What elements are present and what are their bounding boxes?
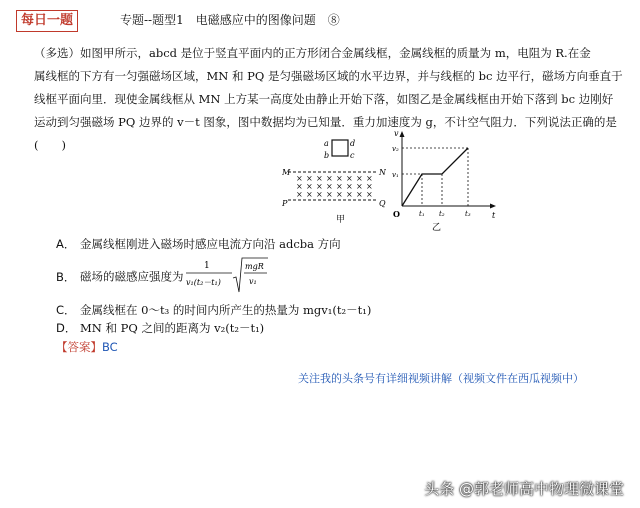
- label-p: P: [282, 199, 288, 208]
- field-cross-mark: ×: [356, 174, 363, 183]
- frac-denominator: v₁(t₂－t₁): [185, 278, 221, 287]
- axis-v-label: v: [394, 129, 399, 138]
- figure-yi: [392, 128, 502, 232]
- sqrt-denominator: v₁: [248, 277, 257, 286]
- field-cross-mark: ×: [326, 190, 333, 199]
- option-key: B．: [56, 269, 76, 284]
- label-q: Q: [379, 199, 386, 208]
- v1-label: v₁: [392, 171, 399, 179]
- induction-formula: [184, 256, 270, 299]
- field-cross-mark: ×: [296, 174, 303, 183]
- field-cross-mark: ×: [306, 190, 313, 199]
- field-cross-mark: ×: [326, 182, 333, 191]
- question-line: （多选）如图甲所示，abcd 是位于竖直平面内的正方形闭合金属线框，金属线框的质量为 m，电阻为 R.在金: [34, 46, 591, 60]
- t3-label: t₃: [465, 210, 471, 218]
- option-text: MN 和 PQ 之间的距离为 v₂(t₂－t₁): [80, 321, 265, 335]
- option-c[interactable]: [56, 302, 371, 318]
- option-text: 金属线框在 0～t₃ 的时间内所产生的热量为 mgv₁(t₂－t₁): [80, 303, 372, 317]
- question-line: ( ): [34, 138, 66, 152]
- field-cross-mark: ×: [296, 182, 303, 191]
- field-cross-mark: ×: [306, 182, 313, 191]
- v2-label: v₂: [392, 145, 399, 153]
- label-a: a: [324, 139, 329, 148]
- field-cross-mark: ×: [366, 190, 373, 199]
- label-b: b: [324, 151, 330, 160]
- option-key: A．: [56, 237, 76, 251]
- frac-numerator: 1: [203, 261, 210, 271]
- label-d: d: [350, 139, 356, 148]
- answer-value: BC: [102, 340, 118, 354]
- question-line: 线框平面向里．现使金属线框从 MN 上方某一高度处由静止开始下落，如图乙是金属线框由开始下落到 bc 边刚好: [34, 92, 614, 106]
- axis-t-label: t: [492, 211, 496, 220]
- origin-label: O: [393, 209, 400, 219]
- field-cross-mark: ×: [346, 190, 353, 199]
- field-cross-mark: ×: [346, 182, 353, 191]
- topic-title: 专题--题型1 电磁感应中的图像问题 ⑧: [120, 13, 340, 27]
- field-cross-mark: ×: [316, 174, 323, 183]
- wire-frame: [332, 140, 348, 156]
- field-cross-mark: ×: [336, 174, 343, 183]
- field-cross-mark: ×: [366, 182, 373, 191]
- title-row: [16, 10, 626, 32]
- option-key: C．: [56, 303, 76, 317]
- field-cross-mark: ×: [346, 174, 353, 183]
- field-cross-mark: ×: [326, 174, 333, 183]
- follow-note[interactable]: 关注我的头条号有详细视频讲解（视频文件在西瓜视频中）: [298, 372, 584, 385]
- field-cross-mark: ×: [336, 190, 343, 199]
- option-text: 金属线框刚进入磁场时感应电流方向沿 adcba 方向: [80, 237, 341, 251]
- velocity-curve: [402, 148, 468, 206]
- caption-yi: 乙: [432, 223, 442, 232]
- field-cross-mark: ×: [336, 182, 343, 191]
- caption-jia: 甲: [336, 215, 346, 225]
- field-cross-mark: ×: [306, 174, 313, 183]
- figure-jia: [282, 134, 386, 226]
- field-cross-mark: ×: [316, 182, 323, 191]
- label-n: N: [379, 168, 386, 177]
- v-axis-arrow: [400, 131, 405, 137]
- field-cross-mark: ×: [316, 190, 323, 199]
- t-axis-arrow: [490, 204, 496, 209]
- label-m: M: [282, 168, 291, 177]
- option-text: 磁场的磁感应强度为: [80, 269, 184, 284]
- sqrt-numerator: mgR: [244, 262, 264, 271]
- field-cross-mark: ×: [296, 190, 303, 199]
- question-line: 属线框的下方有一匀强磁场区域，MN 和 PQ 是匀强磁场区域的水平边界，并与线框的 bc 边平行，磁场方向垂直于: [34, 69, 623, 83]
- field-cross-mark: ×: [356, 182, 363, 191]
- option-a[interactable]: [56, 236, 341, 252]
- label-c: c: [350, 151, 355, 160]
- t2-label: t₂: [439, 210, 445, 218]
- answer: [56, 339, 118, 355]
- t1-label: t₁: [419, 210, 425, 218]
- magnetic-field-marks: [296, 174, 373, 199]
- daily-question-badge: 每日一题: [16, 10, 78, 32]
- option-key: D．: [56, 321, 77, 335]
- option-b[interactable]: [56, 256, 270, 299]
- field-cross-mark: ×: [366, 174, 373, 183]
- answer-label: 【答案】: [56, 340, 102, 354]
- option-d[interactable]: [56, 320, 264, 336]
- formula-svg: [184, 256, 270, 296]
- field-cross-mark: ×: [356, 190, 363, 199]
- question-line: 运动到匀强磁场 PQ 边界的 v－t 图象，图中数据均为已知量．重力加速度为 g，不计空气阻力．下列说法正确的是: [34, 115, 617, 129]
- watermark: 头条 @郭老师高中物理微课堂: [424, 480, 624, 498]
